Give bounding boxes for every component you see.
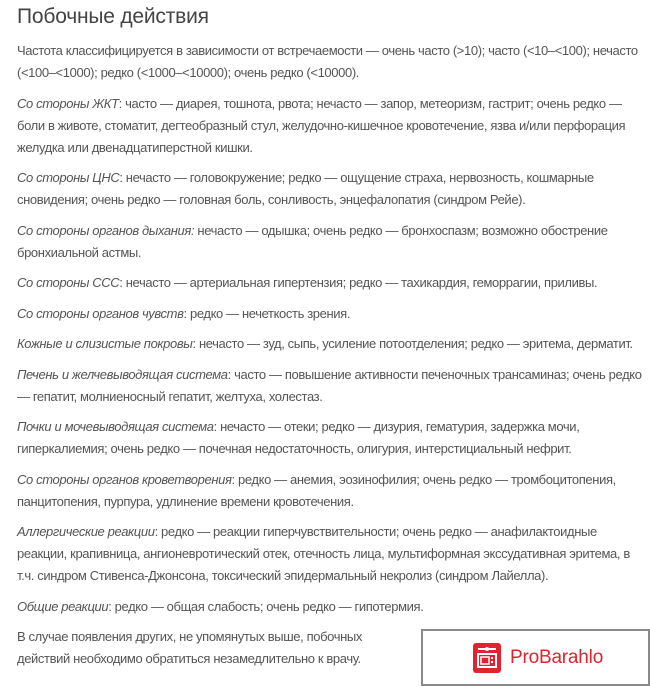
side-effects-list <box>17 93 644 618</box>
intro-paragraph: Частота классифицируется в зависимости от встречаемости — очень часто (>10); часто (<10–<100); нечасто (<100–<1000); редко (<1000–<10000); очень редко (<10000). <box>17 43 638 80</box>
side-effect-paragraph <box>17 272 644 294</box>
side-effect-paragraph <box>17 333 644 355</box>
side-effect-paragraph <box>17 521 644 587</box>
section-label: Со стороны органов чувств <box>17 305 184 321</box>
section-text: : редко — реакции гиперчувствительности; очень редко — анафилактоидные реакции, крапивница, ангионевротический отек, отечность лица, мультиформная экссудативная эритема, в т.ч. синдром Стивенса-Джонсона, токсический эпидермальный некролиз (синдром Лайелла). <box>17 524 630 583</box>
side-effect-paragraph <box>17 220 644 264</box>
side-effect-paragraph <box>17 416 644 460</box>
side-effect-paragraph <box>17 167 644 211</box>
section-text: : нечасто — головокружение; редко — ощущение страха, нервозность, кошмарные сновидения; очень редко — головная боль, сонливость, энцефалопатия (синдром Рейе). <box>17 170 594 207</box>
side-effect-paragraph <box>17 303 644 325</box>
closing-paragraph: В случае появления других, не упомянутых выше, побочных действий необходимо обратиться незамедлительно к врачу. <box>17 629 362 666</box>
section-label: Печень и желчевыводящая система <box>17 366 228 382</box>
section-text: : редко — анемия, эозинофилия; очень редко — тромбоцитопения, панцитопения, пурпура, удлинение времени кровотечения. <box>17 471 616 509</box>
section-text: : часто — диарея, тошнота, рвота; нечасто — запор, метеоризм, гастрит; очень редко — боли в животе, стоматит, дегтеобразный стул, желудочно-кишечное кровотечение, язва и/или перфорация желудка или двенадцатиперстной кишки. <box>17 95 626 155</box>
section-text: : нечасто — зуд, сыпь, усиление потоотделения; редко — эритема, дерматит. <box>192 336 633 351</box>
page-title: Побочные действия <box>17 5 209 28</box>
section-label: Со стороны ЖКТ <box>17 95 119 111</box>
microwave-logo-icon <box>473 643 501 673</box>
section-label: Со стороны органов дыхания: <box>17 222 195 238</box>
side-effect-paragraph <box>17 364 644 408</box>
section-text: : нечасто — отеки; редко — дизурия, гематурия, задержка мочи, гиперкалиемия; очень редко — почечная недостаточность, олигурия, интерстициальный нефрит. <box>17 419 580 456</box>
section-label: Почки и мочевыводящая система <box>17 419 214 434</box>
section-text: : нечасто — артериальная гипертензия; редко — тахикардия, геморрагии, приливы. <box>119 275 598 290</box>
side-effect-paragraph <box>17 469 644 513</box>
watermark <box>421 629 650 686</box>
side-effect-paragraph <box>17 93 644 159</box>
watermark-brand: ProBarahlo <box>510 646 604 668</box>
section-label: Со стороны органов кроветворения <box>17 471 232 487</box>
section-label: Аллергические реакции <box>17 524 155 539</box>
section-text: : редко — нечеткость зрения. <box>183 305 351 321</box>
section-text: : часто — повышение активности печеночных трансаминаз; очень редко — гепатит, молниеносный гепатит, желтуха, холестаз. <box>17 366 642 404</box>
section-label: Кожные и слизистые покровы <box>17 336 193 351</box>
section-label: Со стороны ЦНС <box>17 170 120 185</box>
side-effect-paragraph <box>17 596 644 618</box>
section-text: нечасто — одышка; очень редко — бронхоспазм; возможно обострение бронхиальной астмы. <box>17 222 608 260</box>
section-label: Со стороны ССС <box>17 275 120 290</box>
section-label: Общие реакции <box>17 598 109 614</box>
section-text: : редко — общая слабость; очень редко — гипотермия. <box>108 598 424 614</box>
